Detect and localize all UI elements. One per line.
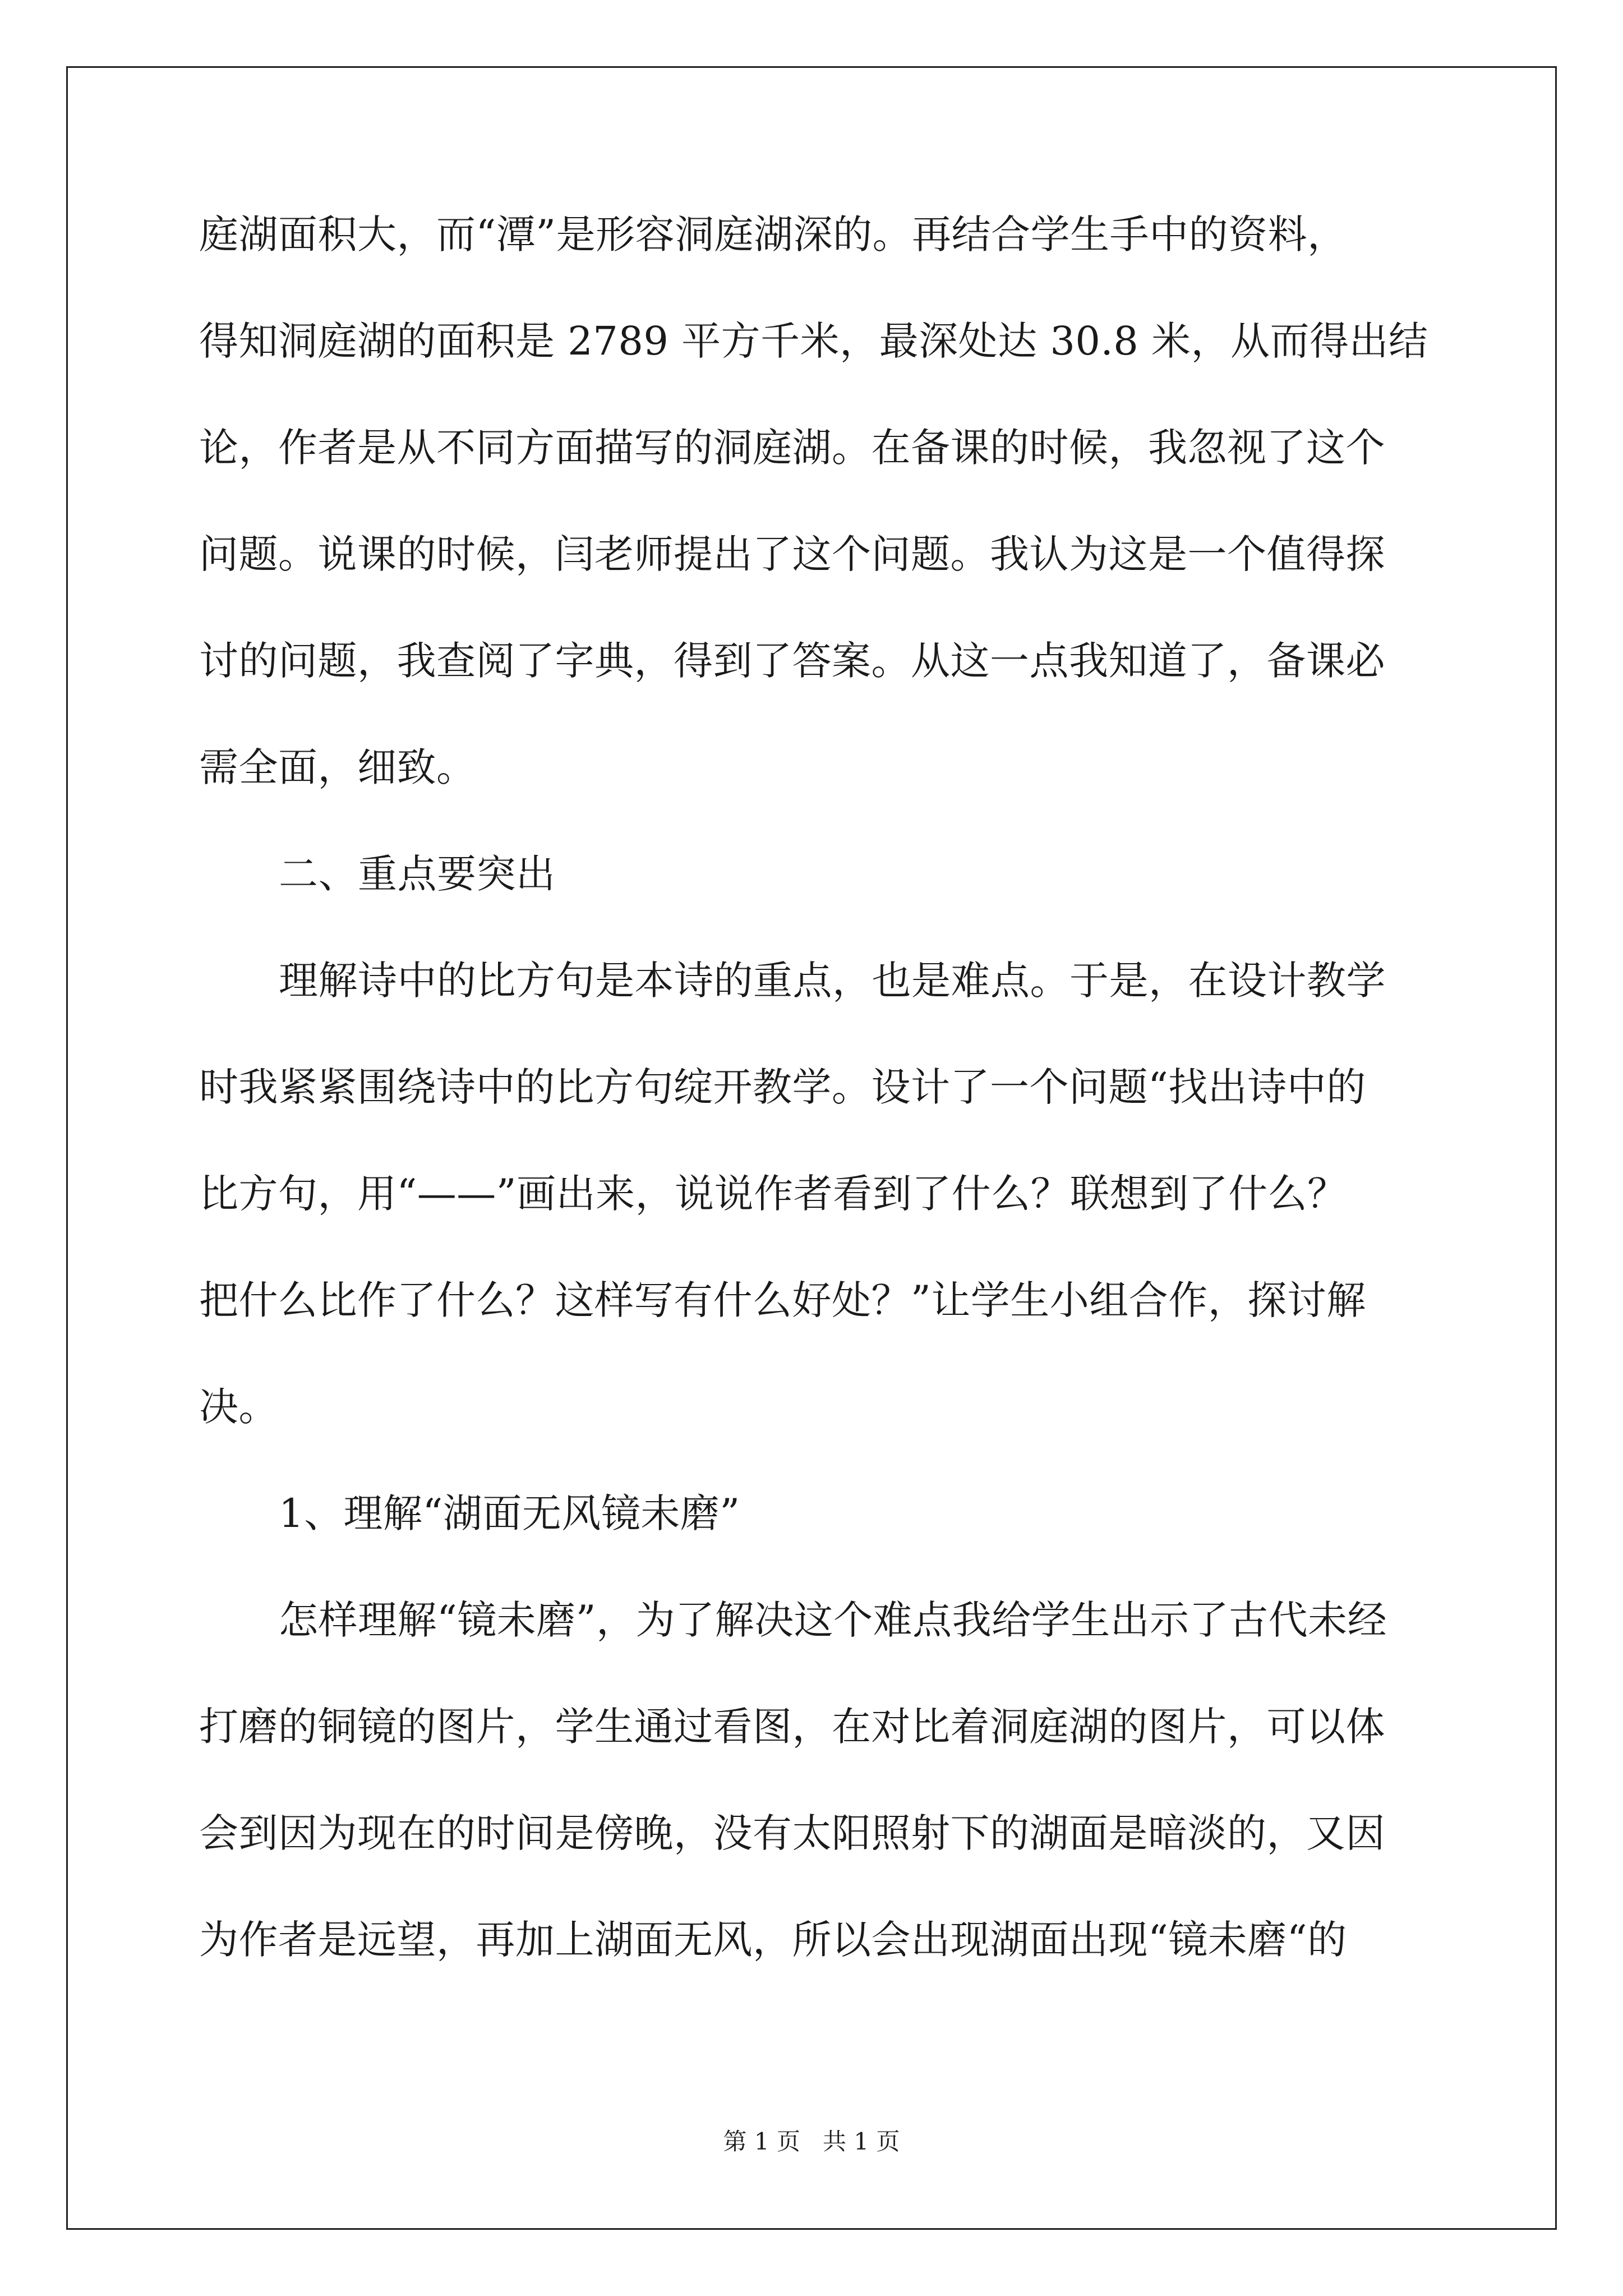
text-line-14: 怎样理解“镜未磨”，为了解决这个难点我给学生出示了古代未经 xyxy=(279,1597,1387,1643)
text-line-1: 庭湖面积大，而“潭”是形容洞庭湖深的。再结合学生手中的资料， xyxy=(199,211,1347,257)
text-line-10: 比方句，用“——”画出来，说说作者看到了什么？联想到了什么？ xyxy=(199,1171,1347,1217)
text-line-2: 得知洞庭湖的面积是 2789 平方千米，最深处达 30.8 米，从而得出结 xyxy=(199,318,1428,364)
text-line-9: 时我紧紧围绕诗中的比方句绽开教学。设计了一个问题“找出诗中的 xyxy=(199,1064,1366,1110)
text-line-6: 需全面，细致。 xyxy=(199,744,476,790)
text-line-3: 论，作者是从不同方面描写的洞庭湖。在备课的时候，我忽视了这个 xyxy=(199,425,1385,471)
text-line-17: 为作者是远望，再加上湖面无风，所以会出现湖面出现“镜未磨“的 xyxy=(199,1917,1347,1963)
text-line-16: 会到因为现在的时间是傍晚，没有太阳照射下的湖面是暗淡的，又因 xyxy=(199,1810,1385,1856)
subsection-heading: 1、理解“湖面无风镜未磨” xyxy=(279,1490,740,1536)
text-line-15: 打磨的铜镜的图片，学生通过看图，在对比着洞庭湖的图片，可以体 xyxy=(199,1704,1385,1750)
text-line-4: 问题。说课的时候，闫老师提出了这个问题。我认为这是一个值得探 xyxy=(199,531,1385,577)
page-footer: 第 1 页 共 1 页 xyxy=(723,2128,900,2155)
text-line-11: 把什么比作了什么？这样写有什么好处？”让学生小组合作，探讨解 xyxy=(199,1277,1366,1323)
text-line-8: 理解诗中的比方句是本诗的重点，也是难点。于是，在设计教学 xyxy=(279,958,1386,1004)
text-line-5: 讨的问题，我查阅了字典，得到了答案。从这一点我知道了，备课必 xyxy=(199,638,1385,684)
document-body xyxy=(199,208,1427,2019)
text-line-12: 决。 xyxy=(199,1384,278,1430)
section-heading: 二、重点要突出 xyxy=(279,851,556,897)
